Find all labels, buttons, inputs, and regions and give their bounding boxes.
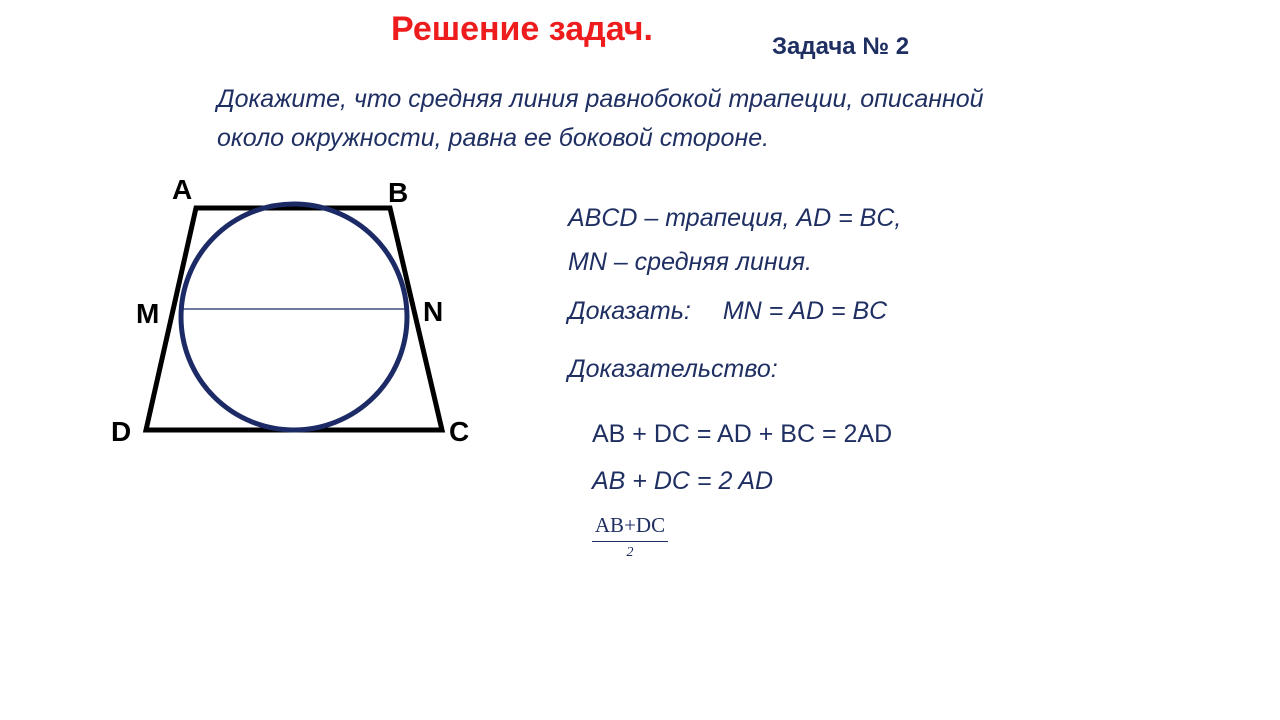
statement-line-2: около окружности, равна ее боковой стороне. (217, 124, 770, 152)
task-number: Задача № 2 (772, 33, 910, 60)
slide-title: Решение задач. (391, 10, 653, 48)
point-label-n: N (423, 296, 444, 327)
prove-block (568, 297, 887, 326)
point-label-a: A (172, 174, 193, 205)
proof-heading: Доказательство: (568, 355, 778, 383)
given-line-1: ABCD – трапеция, AD = BC, (568, 204, 902, 232)
equation-2: AB + DC = 2 AD (592, 467, 774, 495)
equation-1: AB + DC = AD + BC = 2AD (592, 420, 893, 448)
point-label-m: M (136, 298, 160, 329)
point-label-b: B (388, 177, 409, 208)
fraction-numerator: AB+DC (592, 513, 668, 542)
prove-equation: MN = AD = BC (722, 297, 888, 325)
given-line-2: MN – средняя линия. (568, 248, 812, 276)
inscribed-circle (181, 204, 407, 430)
statement-line-1: Докажите, что средняя линия равнобокой трапеции, описанной (217, 85, 984, 113)
trapezoid-outline (146, 208, 442, 430)
prove-label: Доказать: (568, 297, 691, 325)
given-block (568, 196, 901, 284)
fraction (592, 513, 668, 558)
point-label-d: D (111, 416, 132, 447)
point-label-c: C (449, 416, 470, 447)
fraction-denominator: 2 (626, 545, 634, 558)
